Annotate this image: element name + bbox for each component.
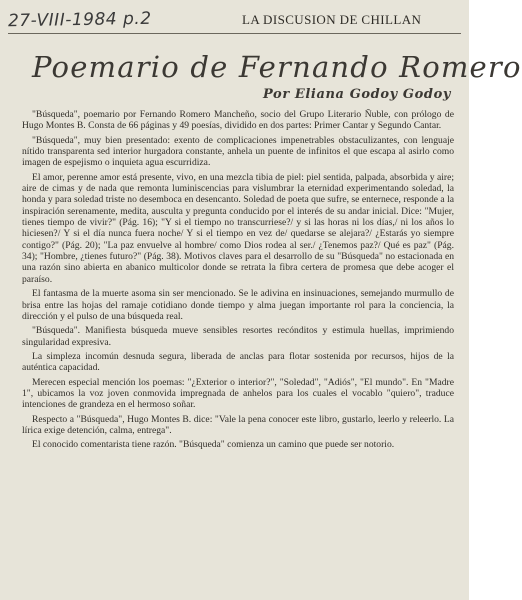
article-paragraph: El fantasma de la muerte asoma sin ser mencionado. Se le adivina en insinuaciones, semejando murmullo de brisa entre las hojas del ramaje cotidiano donde tiempo y alma juegan importante rol para la conciencia, la dirección y el pulso de una búsqueda real.	[22, 288, 454, 322]
newspaper-masthead: LA DISCUSION DE CHILLAN	[242, 12, 422, 27]
article-paragraph: El conocido comentarista tiene razón. "Búsqueda" comienza un camino que puede ser notorio.	[32, 439, 395, 451]
article-paragraph: Respecto a "Búsqueda", Hugo Montes B. dice: "Vale la pena conocer este libro, gustarlo, leerlo y releerlo. La lírica exige detención, calma, entrega".	[22, 413, 454, 436]
article-paragraph: "Búsqueda", poemario por Fernando Romero Mancheño, socio del Grupo Literario Ñuble, con prólogo de Hugo Montes B. Consta de 66 páginas y 49 poesías, dividido en dos partes: Primer Cantar y Segundo Cantar.	[22, 109, 454, 132]
masthead-divider	[8, 33, 461, 34]
article-paragraph: El amor, perenne amor está presente, vivo, en una mezcla tibia de piel: piel sentida, palpada, absorbida y aire; aire de cimas y de nada que remonta luminiscencias para vislumbrar la eternidad experimentando soledad, la honda y para soledad triste no desemboca en desencanto. Soledad de poeta que sufre, se enternece, responde a la inspiración serenamente, medita, ausculta y pregunta conducido por el interés de su andar inicial. Dice: "Mujer, tienes tiempo de vivir?" (Pág. 16); "Y si el tiempo no transcurriese?/ y si las horas ni los días,/ ni los años lo hiciesen?/ Y si el día nunca fuera noche/ Y si el tiempo en vez de/ quedarse se alejara?/ ¿Estarás yo siempre contigo?" (Pág. 20); "La paz envuelve al hombre/ como Dios rodea al ser./ ¿Tenemos paz?/ Qué es paz" (Pág. 34); "Hombre, ¿tienes futuro?" (Pág. 38). Motivos claves para el desarrollo de su "Búsqueda" no estacionada en una razón sino abierta en abanico multicolor donde se retrata la fibra certera de promesa que debe acoger el paraíso.	[22, 171, 454, 285]
article-paragraph: Merecen especial mención los poemas: "¿Exterior o interior?", "Soledad", "Adiós", "El mundo". En "Madre 1", ubicamos la voz joven conmovida impregnada de anhelos para los cuales el vocablo "quiero", traduce intenciones de grandeza en el hermoso soñar.	[22, 376, 454, 411]
article-paragraph: "Búsqueda", muy bien presentado: exento de complicaciones impenetrables obstaculizantes, con lenguaje nítido transparenta sed interior hurgadora constante, anhela un puente de infinitos el que escapa al asirlo como imagen de espejismo o inquieta agua escurridiza.	[22, 134, 454, 169]
article-headline: Poemario de Fernando Romero	[32, 50, 522, 84]
article-paragraph: La simpleza incomún desnuda segura, liberada de anclas para flotar sostenida por recursos, hijos de la auténtica capacidad.	[22, 350, 454, 374]
handwritten-date-note: 27-VIII-1984 p.2	[7, 8, 152, 32]
article-byline: Por Eliana Godoy Godoy	[263, 87, 451, 102]
article-paragraph: "Búsqueda". Manifiesta búsqueda mueve sensibles resortes recónditos y estimula huellas, imprimiendo singularidad expresiva.	[22, 325, 454, 348]
article-body	[22, 109, 454, 454]
